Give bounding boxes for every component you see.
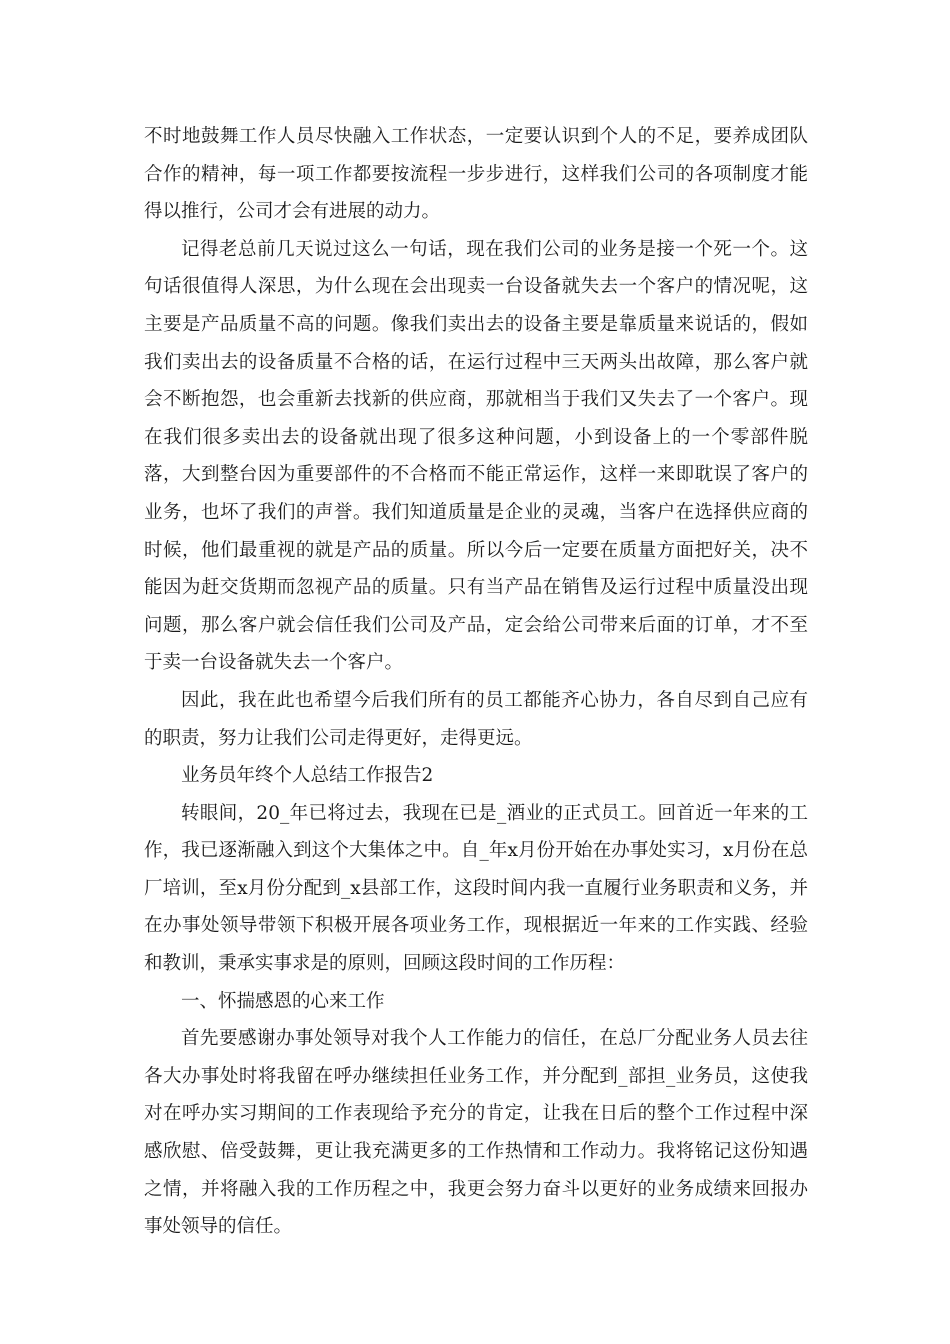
section-title-report-2: 业务员年终个人总结工作报告2 (181, 765, 434, 787)
paragraph-thanks-leadership: 首先要感谢办事处领导对我个人工作能力的信任，在总厂分配业务人员去往各大办事处时将我留在呼办继续担任业务工作，并分配到_部担_业务员，这使我对在呼办实习期间的工作表现给予充分的肯定，让我在日后的整个工作过程中深感欣慰、倍受鼓舞，更让我充满更多的工作热情和工作动力。我将铭记这份知遇之情，并将融入我的工作历程之中，我更会努力奋斗以更好的业务成绩来回报办事处领导的信任。 (144, 1028, 808, 1238)
paragraph-conclusion: 因此，我在此也希望今后我们所有的员工都能齐心协力，各自尽到自己应有的职责，努力让我们公司走得更好，走得更远。 (144, 689, 808, 749)
paragraph-year-review: 转眼间，20_年已将过去，我现在已是_酒业的正式员工。回首近一年来的工作，我已逐渐融入到这个大集体之中。自_年x月份开始在办事处实习，x月份在总厂培训，至x月份分配到_x县部工作，这段时间内我一直履行业务职责和义务，并在办事处领导带领下积极开展各项业务工作，现根据近一年来的工作实践、经验和教训，秉承实事求是的原则，回顾这段时间的工作历程： (144, 802, 808, 975)
subheading-gratitude: 一、怀揣感恩的心来工作 (181, 990, 385, 1012)
paragraph-product-quality: 记得老总前几天说过这么一句话，现在我们公司的业务是接一个死一个。这句话很值得人深思，为什么现在会出现卖一台设备就失去一个客户的情况呢，这主要是产品质量不高的问题。像我们卖出去的设备主要是靠质量来说话的，假如我们卖出去的设备质量不合格的话，在运行过程中三天两头出故障，那么客户就会不断抱怨，也会重新去找新的供应商，那就相当于我们又失去了一个客户。现在我们很多卖出去的设备就出现了很多这种问题，小到设备上的一个零部件脱落，大到整台因为重要部件的不合格而不能正常运作，这样一来即耽误了客户的业务，也坏了我们的声誉。我们知道质量是企业的灵魂，当客户在选择供应商的时候，他们最重视的就是产品的质量。所以今后一定要在质量方面把好关，决不能因为赶交货期而忽视产品的质量。只有当产品在销售及运行过程中质量没出现问题，那么客户就会信任我们公司及产品，定会给公司带来后面的订单，才不至于卖一台设备就失去一个客户。 (144, 238, 808, 674)
paragraph-team-spirit: 不时地鼓舞工作人员尽快融入工作状态，一定要认识到个人的不足，要养成团队合作的精神，每一项工作都要按流程一步步进行，这样我们公司的各项制度才能得以推行，公司才会有进展的动力。 (144, 126, 808, 223)
document-body (144, 118, 808, 1246)
